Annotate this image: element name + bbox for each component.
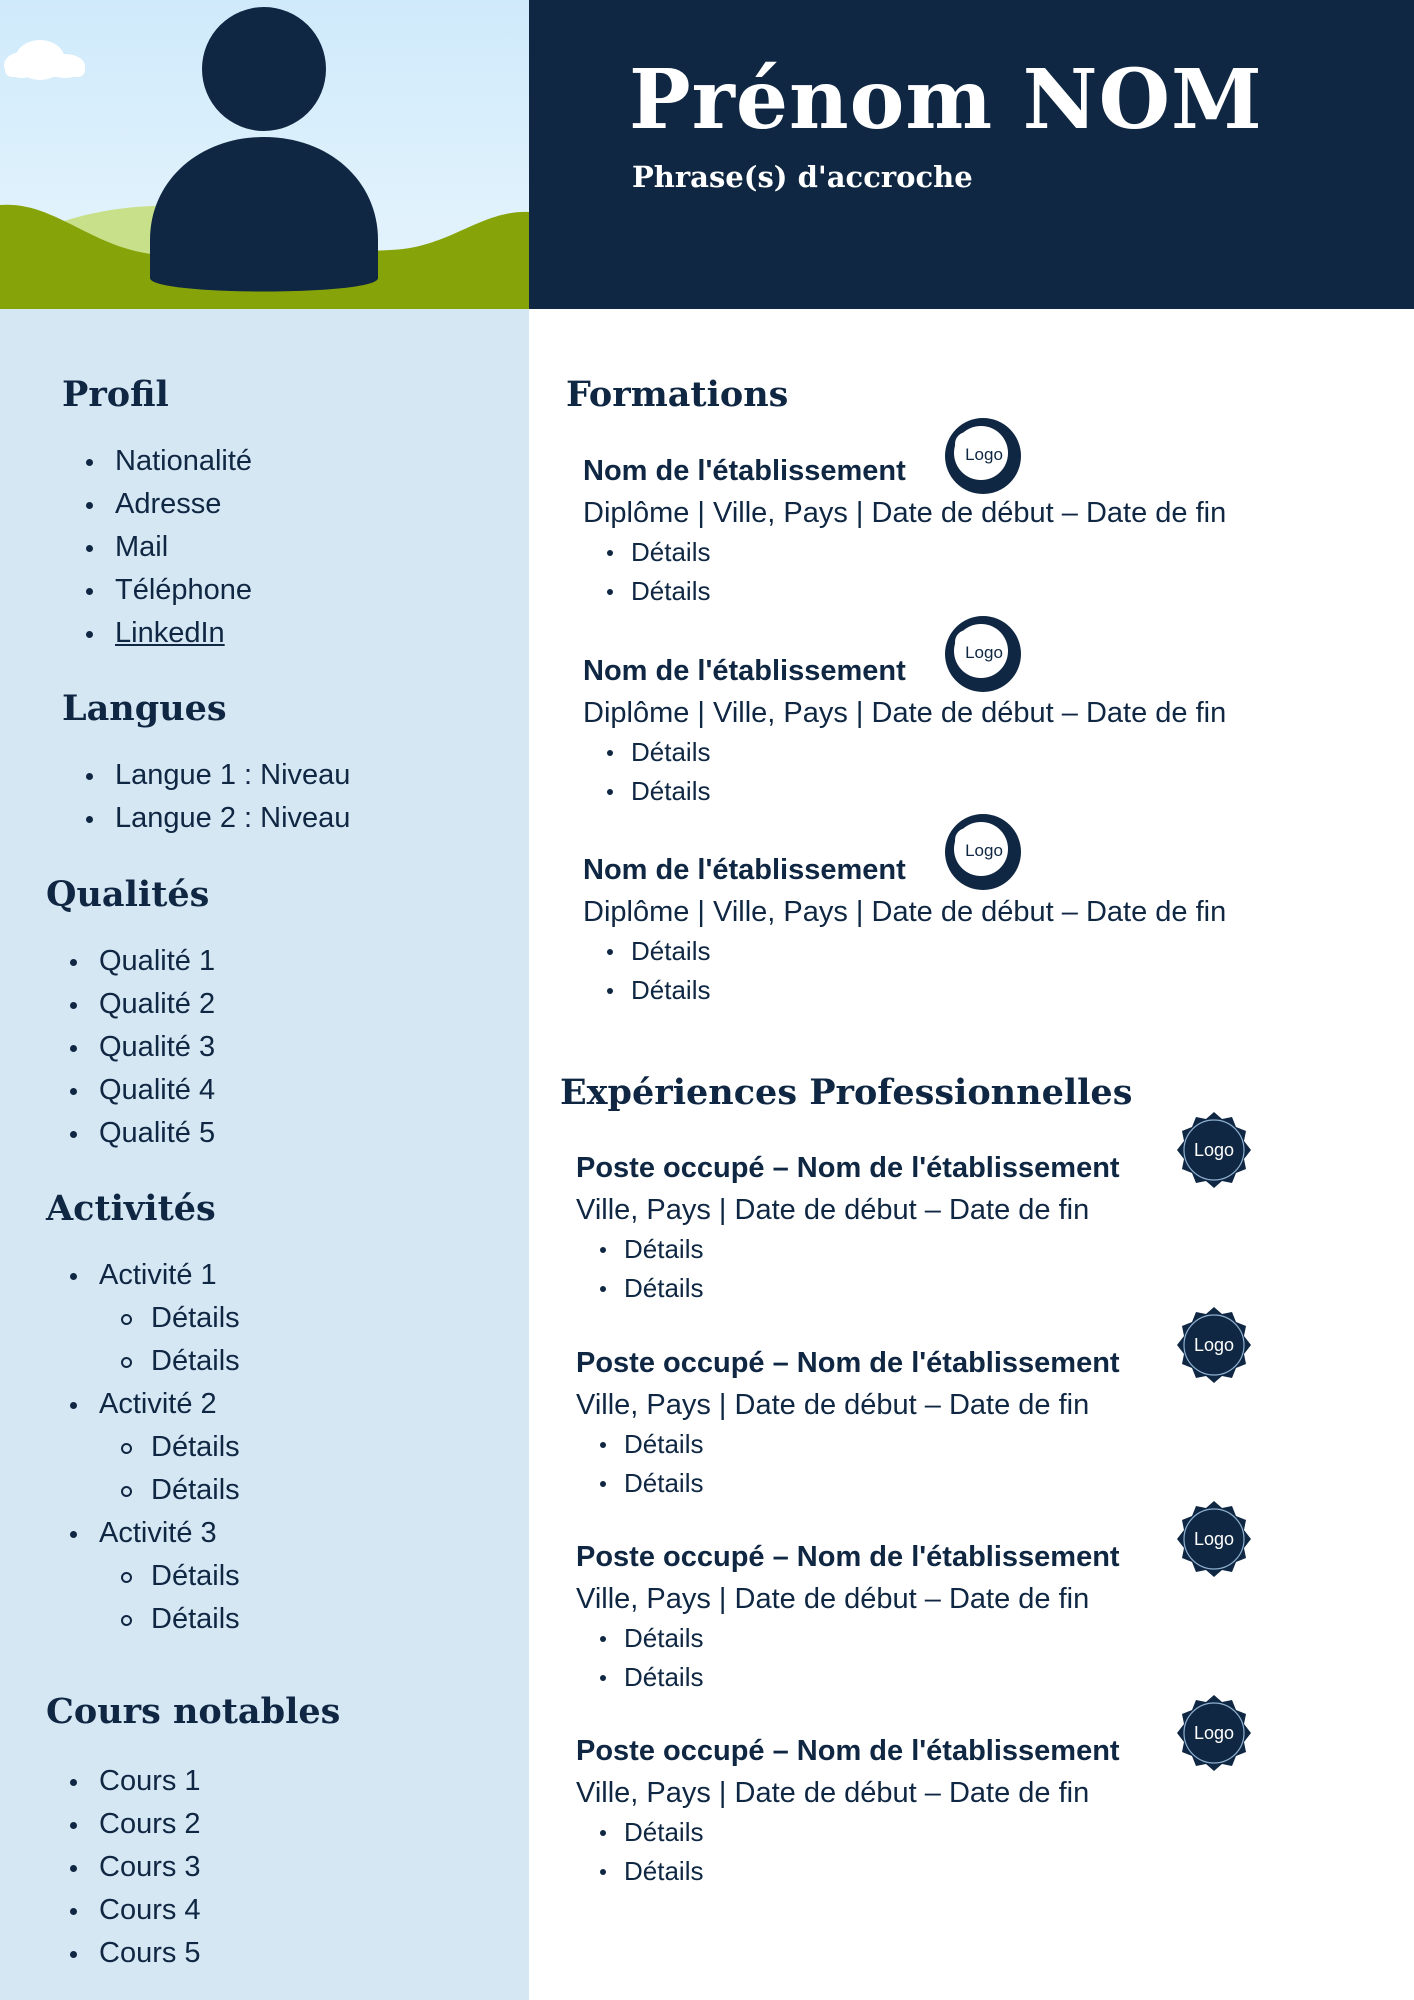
list-item: Cours 2 xyxy=(99,1803,201,1846)
section-title-experiences: Expériences Professionnelles xyxy=(560,1072,1133,1113)
list-item: Détails xyxy=(583,733,1383,772)
school-name: Nom de l'établissement xyxy=(583,854,906,886)
list-item: Qualité 2 xyxy=(99,983,215,1026)
job-title: Poste occupé – Nom de l'établissement xyxy=(576,1152,1120,1184)
section-title-activites: Activités xyxy=(46,1188,216,1229)
profile-photo-placeholder xyxy=(0,0,529,309)
formation-info: Diplôme | Ville, Pays | Date de début – Date de fin xyxy=(583,697,1227,729)
logo-label: Logo xyxy=(965,445,1003,464)
list-item: Détails xyxy=(576,1852,1376,1891)
list-item: Détails xyxy=(583,572,1383,611)
list-item: Mail xyxy=(115,526,252,569)
experience-entry xyxy=(576,1731,1376,1891)
section-title-cours: Cours notables xyxy=(46,1691,341,1732)
details-list xyxy=(576,1425,1376,1503)
list-item: Détails xyxy=(576,1658,1376,1697)
list-item: Adresse xyxy=(115,483,252,526)
list-item: Détails xyxy=(576,1464,1376,1503)
qualites-list xyxy=(99,940,215,1155)
sub-list-item: Détails xyxy=(99,1469,240,1512)
job-title: Poste occupé – Nom de l'établissement xyxy=(576,1347,1120,1379)
details-list xyxy=(576,1813,1376,1891)
tagline: Phrase(s) d'accroche xyxy=(632,160,973,194)
list-item: Cours 1 xyxy=(99,1760,201,1803)
logo-label: Logo xyxy=(1193,1723,1235,1743)
school-name: Nom de l'établissement xyxy=(583,655,906,687)
list-item: Détails xyxy=(583,533,1383,572)
formation-info: Diplôme | Ville, Pays | Date de début – Date de fin xyxy=(583,497,1227,529)
experience-entry xyxy=(576,1148,1376,1308)
list-item: Détails xyxy=(576,1230,1376,1269)
sub-list-item: Détails xyxy=(99,1598,240,1641)
logo-label: Logo xyxy=(1193,1335,1235,1355)
school-logo-icon xyxy=(943,812,1023,892)
list-item: Détails xyxy=(583,772,1383,811)
list-item: Langue 1 : Niveau xyxy=(115,754,350,797)
experience-entry xyxy=(576,1343,1376,1503)
list-item: Qualité 1 xyxy=(99,940,215,983)
list-item: Activité 3 xyxy=(99,1512,240,1555)
company-logo-icon xyxy=(1174,1110,1254,1190)
experience-info: Ville, Pays | Date de début – Date de fin xyxy=(576,1583,1090,1615)
list-item: Langue 2 : Niveau xyxy=(115,797,350,840)
list-item: Détails xyxy=(576,1425,1376,1464)
sidebar xyxy=(0,309,529,2000)
list-item: Téléphone xyxy=(115,569,252,612)
experience-info: Ville, Pays | Date de début – Date de fin xyxy=(576,1777,1090,1809)
sub-list-item: Détails xyxy=(99,1340,240,1383)
list-item: Cours 3 xyxy=(99,1846,201,1889)
linkedin-link[interactable]: LinkedIn xyxy=(115,612,252,655)
list-item: Activité 1 xyxy=(99,1254,240,1297)
experience-info: Ville, Pays | Date de début – Date de fin xyxy=(576,1389,1090,1421)
details-list xyxy=(576,1619,1376,1697)
list-item: Détails xyxy=(576,1619,1376,1658)
school-logo-icon xyxy=(943,614,1023,694)
list-item: Qualité 3 xyxy=(99,1026,215,1069)
details-list xyxy=(583,932,1383,1010)
list-item: Qualité 5 xyxy=(99,1112,215,1155)
section-title-qualites: Qualités xyxy=(46,874,210,915)
list-item: Nationalité xyxy=(115,440,252,483)
logo-label: Logo xyxy=(1193,1529,1235,1549)
list-item: Détails xyxy=(576,1813,1376,1852)
list-item: Activité 2 xyxy=(99,1383,240,1426)
section-title-formations: Formations xyxy=(566,374,789,415)
logo-label: Logo xyxy=(1193,1140,1235,1160)
details-list xyxy=(583,533,1383,611)
list-item: Détails xyxy=(583,971,1383,1010)
job-title: Poste occupé – Nom de l'établissement xyxy=(576,1541,1120,1573)
experience-info: Ville, Pays | Date de début – Date de fin xyxy=(576,1194,1090,1226)
details-list xyxy=(576,1230,1376,1308)
details-list xyxy=(583,733,1383,811)
profil-list xyxy=(115,440,252,655)
sub-list-item: Détails xyxy=(99,1555,240,1598)
company-logo-icon xyxy=(1174,1693,1254,1773)
company-logo-icon xyxy=(1174,1305,1254,1385)
sub-list-item: Détails xyxy=(99,1426,240,1469)
list-item: Cours 5 xyxy=(99,1932,201,1975)
school-name: Nom de l'établissement xyxy=(583,455,906,487)
list-item: Détails xyxy=(576,1269,1376,1308)
formation-info: Diplôme | Ville, Pays | Date de début – Date de fin xyxy=(583,896,1227,928)
job-title: Poste occupé – Nom de l'établissement xyxy=(576,1735,1120,1767)
logo-label: Logo xyxy=(965,841,1003,860)
langues-list xyxy=(115,754,350,840)
list-item: Cours 4 xyxy=(99,1889,201,1932)
experience-entry xyxy=(576,1537,1376,1697)
list-item: Qualité 4 xyxy=(99,1069,215,1112)
sub-list-item: Détails xyxy=(99,1297,240,1340)
section-title-langues: Langues xyxy=(62,688,227,729)
company-logo-icon xyxy=(1174,1499,1254,1579)
cours-list xyxy=(99,1760,201,1975)
section-title-profil: Profil xyxy=(62,374,169,415)
header-banner xyxy=(529,0,1414,309)
list-item: Détails xyxy=(583,932,1383,971)
logo-label: Logo xyxy=(965,643,1003,662)
activites-list xyxy=(99,1254,240,1641)
school-logo-icon xyxy=(943,416,1023,496)
candidate-name: Prénom NOM xyxy=(629,52,1263,148)
